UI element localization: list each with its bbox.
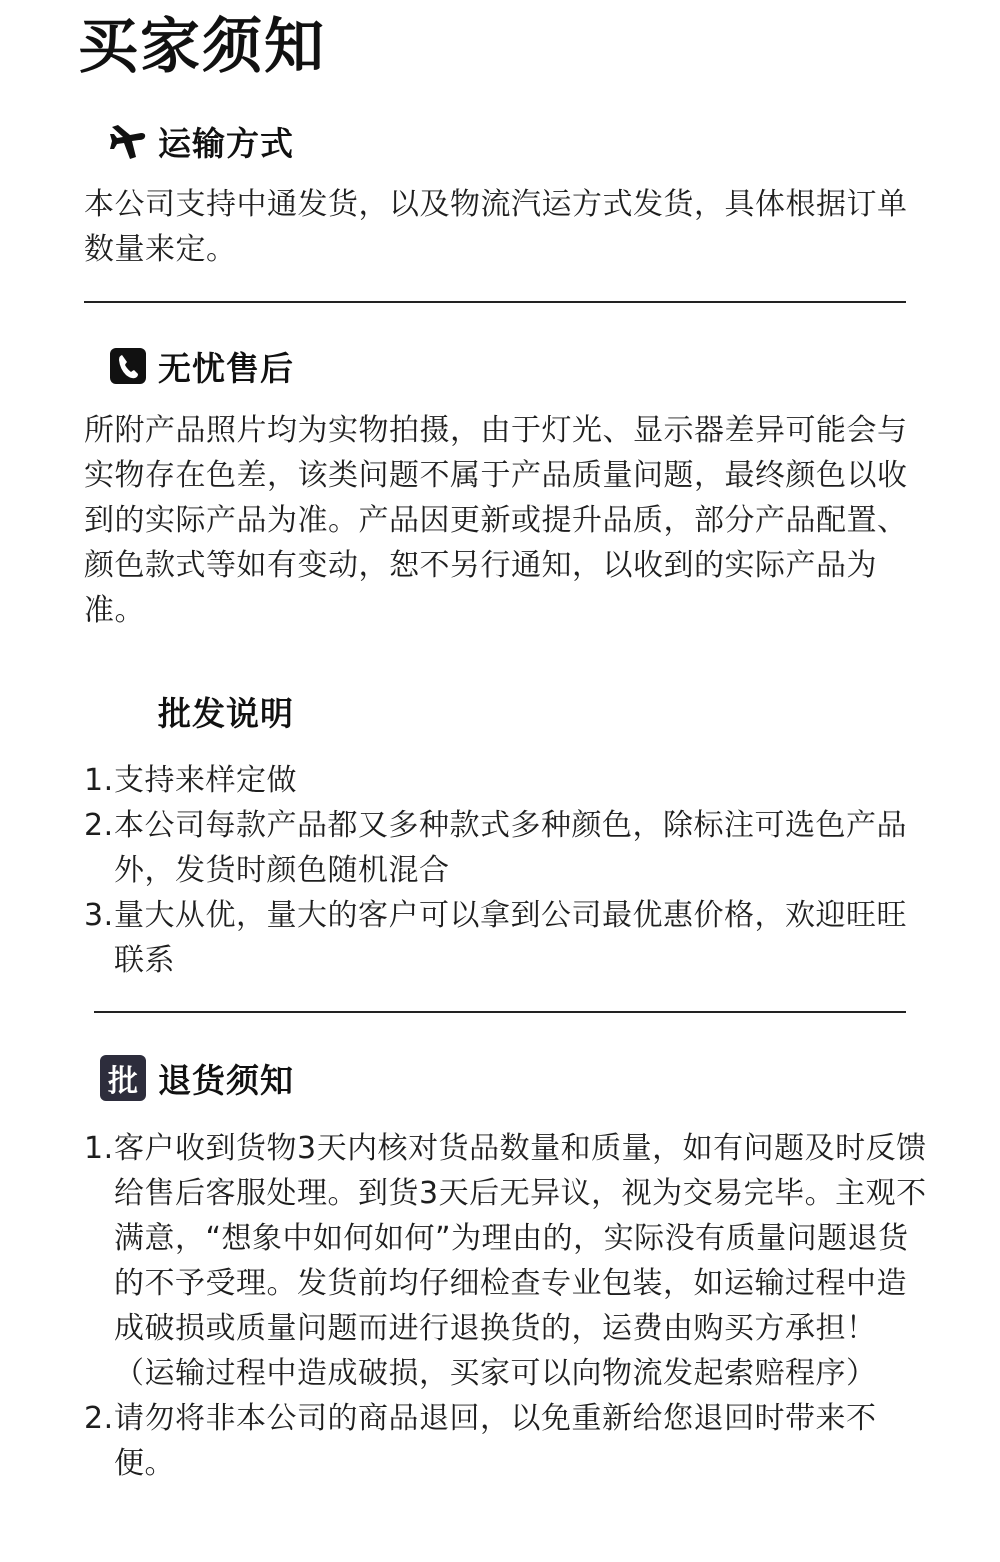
list-item-text: 本公司每款产品都又多种款式多种颜色，除标注可选色产品外，发货时颜色随机混合 (114, 808, 907, 888)
shipping-heading: 运输方式 (158, 123, 294, 163)
list-item (84, 893, 929, 983)
phone-icon (108, 346, 148, 386)
list-item-text: 量大从优，量大的客户可以拿到公司最优惠价格，欢迎旺旺联系 (114, 898, 907, 978)
returns-heading: 退货须知 (158, 1060, 294, 1100)
plane-icon (108, 121, 148, 161)
shipping-text: 本公司支持中通发货，以及物流汽运方式发货，具体根据订单数量来定。 (84, 187, 908, 267)
aftersale-heading: 无忧售后 (158, 348, 294, 388)
list-item-text: 请勿将非本公司的商品退回，以免重新给您退回时带来不便。 (114, 1401, 877, 1481)
list-item (84, 758, 929, 803)
list-item (84, 1126, 929, 1396)
list-item-number: 1. (84, 1131, 114, 1166)
divider (94, 1011, 906, 1013)
list-item-text: 支持来样定做 (114, 763, 297, 798)
aftersale-section-header (108, 341, 294, 391)
shipping-section-header (108, 116, 294, 166)
list-item (84, 1396, 929, 1486)
aftersale-text: 所附产品照片均为实物拍摄，由于灯光、显示器差异可能会与实物存在色差，该类问题不属于产品质量问题，最终颜色以收到的实际产品为准。产品因更新或提升品质，部分产品配置、颜色款式等如有变动，恕不另行通知，以收到的实际产品为准。 (84, 413, 908, 628)
pi-badge-icon: 批 (100, 1055, 146, 1101)
page-title: 买家须知 (78, 12, 326, 82)
list-item-number: 1. (84, 763, 114, 798)
wholesale-list (84, 758, 929, 983)
list-item-number: 2. (84, 808, 114, 843)
wholesale-section-header (158, 686, 294, 736)
list-item (84, 803, 929, 893)
list-item-number: 2. (84, 1401, 114, 1436)
returns-section-header (100, 1053, 294, 1103)
divider (84, 301, 906, 303)
wholesale-heading: 批发说明 (158, 693, 294, 733)
list-item-number: 3. (84, 898, 114, 933)
list-item-text: 客户收到货物3天内核对货品数量和质量，如有问题及时反馈给售后客服处理。到货3天后无异议，视为交易完毕。主观不满意，“想象中如何如何”为理由的，实际没有质量问题退货的不予受理。发货前均仔细检查专业包装，如运输过程中造成破损或质量问题而进行退换货的，运费由购买方承担！（运输过程中造成破损，买家可以向物流发起索赔程序） (114, 1131, 927, 1391)
returns-list (84, 1126, 929, 1486)
